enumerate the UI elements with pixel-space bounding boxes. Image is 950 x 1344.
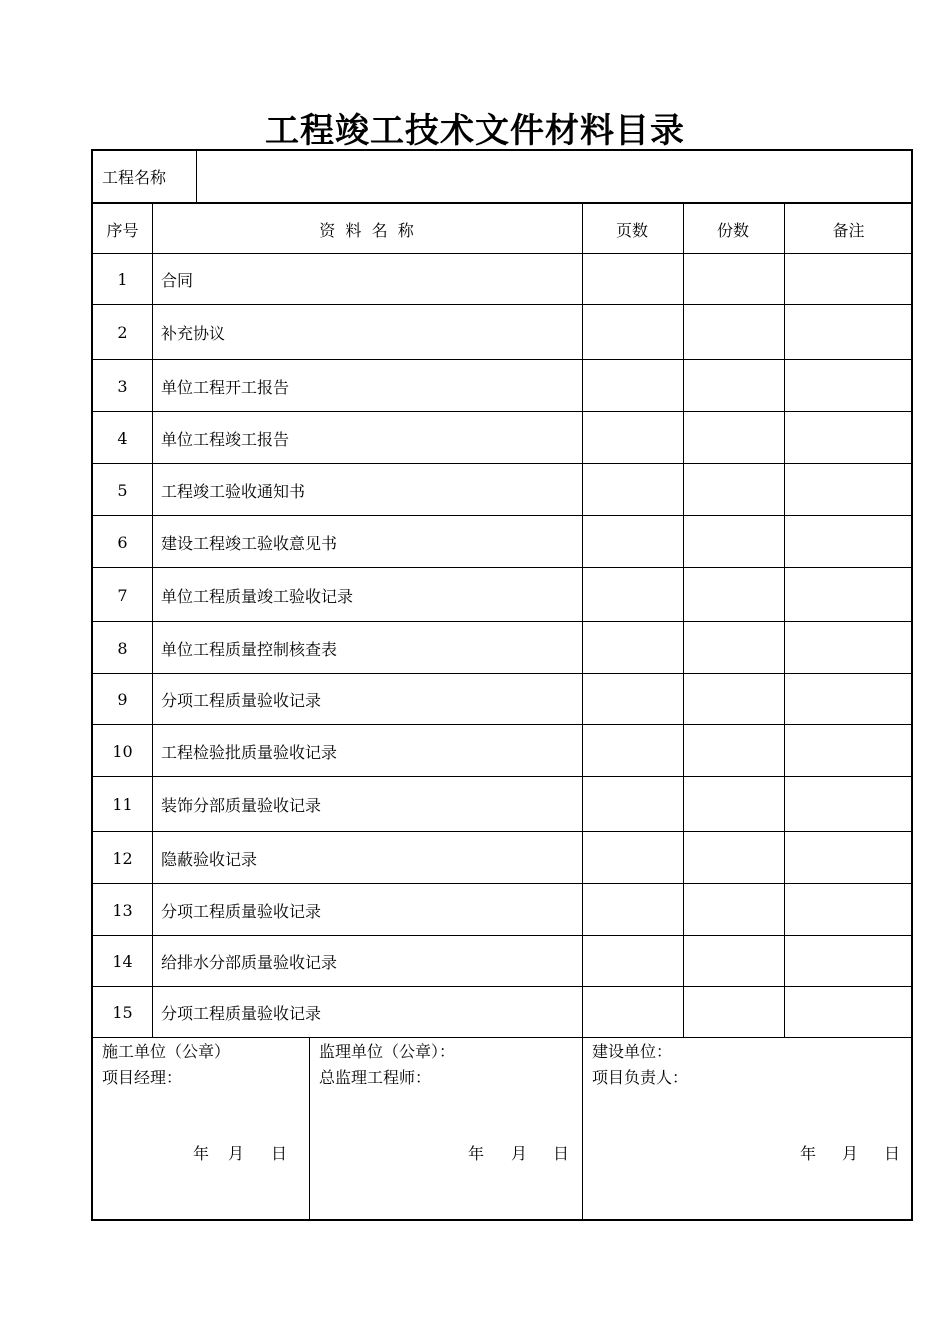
row-copies[interactable] (684, 777, 784, 832)
row-copies[interactable] (684, 412, 784, 464)
row-remarks[interactable] (785, 412, 913, 464)
row-seq: 3 (117, 376, 128, 396)
row-pages[interactable] (583, 360, 683, 412)
signature-person-label: 总监理工程师： (319, 1068, 432, 1087)
row-pages[interactable] (583, 412, 683, 464)
row-remarks[interactable] (785, 725, 913, 777)
row-seq: 13 (112, 900, 133, 920)
row-remarks[interactable] (785, 568, 913, 622)
row-name: 给排水分部质量验收记录 (161, 953, 338, 972)
row-pages[interactable] (583, 725, 683, 777)
catalog-table (91, 149, 913, 1221)
date-year: 年 (468, 1144, 485, 1163)
signature-person-label: 项目经理： (102, 1068, 183, 1087)
signature-unit-label: 建设单位： (592, 1042, 673, 1061)
row-copies[interactable] (684, 360, 784, 412)
date-month: 月 (842, 1144, 859, 1163)
row-copies[interactable] (684, 832, 784, 884)
row-name: 单位工程质量控制核查表 (161, 639, 338, 659)
row-seq: 12 (112, 848, 133, 868)
row-seq: 5 (117, 480, 128, 500)
row-seq: 9 (117, 690, 128, 709)
row-name: 单位工程竣工报告 (161, 429, 290, 449)
row-pages[interactable] (583, 464, 683, 516)
date-month: 月 (228, 1144, 245, 1163)
row-seq: 6 (117, 532, 128, 552)
signature-unit-label: 施工单位（公章） (102, 1042, 231, 1061)
header-name: 资 料 名 称 (319, 220, 414, 240)
row-copies[interactable] (684, 674, 784, 725)
row-copies[interactable] (684, 254, 784, 305)
row-remarks[interactable] (785, 360, 913, 412)
row-remarks[interactable] (785, 516, 913, 568)
row-pages[interactable] (583, 254, 683, 305)
date-month: 月 (511, 1144, 528, 1163)
row-seq: 15 (112, 1003, 133, 1022)
row-name: 工程竣工验收通知书 (161, 481, 306, 501)
row-name: 分项工程质量验收记录 (161, 1004, 322, 1023)
row-remarks[interactable] (785, 936, 913, 987)
signature-person-label: 项目负责人： (592, 1068, 689, 1087)
row-name: 补充协议 (161, 324, 226, 343)
date-year: 年 (800, 1144, 817, 1163)
date-day: 日 (271, 1144, 288, 1163)
row-copies[interactable] (684, 622, 784, 674)
row-seq: 7 (117, 585, 128, 605)
row-remarks[interactable] (785, 777, 913, 832)
row-pages[interactable] (583, 622, 683, 674)
row-seq: 14 (112, 952, 133, 971)
row-seq: 1 (117, 270, 128, 289)
row-remarks[interactable] (785, 622, 913, 674)
project-name-label: 工程名称 (102, 168, 167, 187)
row-copies[interactable] (684, 464, 784, 516)
row-seq: 8 (117, 638, 128, 658)
row-remarks[interactable] (785, 305, 913, 360)
project-name-value[interactable] (197, 151, 913, 202)
row-name: 工程检验批质量验收记录 (161, 742, 338, 762)
row-name: 合同 (161, 271, 194, 290)
row-copies[interactable] (684, 305, 784, 360)
row-remarks[interactable] (785, 464, 913, 516)
row-pages[interactable] (583, 305, 683, 360)
row-seq: 10 (112, 741, 133, 761)
row-name: 隐蔽验收记录 (161, 849, 258, 869)
row-pages[interactable] (583, 568, 683, 622)
row-remarks[interactable] (785, 987, 913, 1038)
document-title: 工程竣工技术文件材料目录 (265, 111, 685, 151)
header-remarks: 备注 (832, 220, 865, 240)
row-name: 单位工程质量竣工验收记录 (161, 586, 354, 606)
row-copies[interactable] (684, 987, 784, 1038)
row-name: 单位工程开工报告 (161, 377, 290, 397)
row-name: 装饰分部质量验收记录 (161, 796, 322, 815)
row-remarks[interactable] (785, 832, 913, 884)
row-pages[interactable] (583, 936, 683, 987)
date-year: 年 (193, 1144, 210, 1163)
row-pages[interactable] (583, 832, 683, 884)
row-pages[interactable] (583, 987, 683, 1038)
row-remarks[interactable] (785, 254, 913, 305)
row-remarks[interactable] (785, 884, 913, 936)
row-remarks[interactable] (785, 674, 913, 725)
row-pages[interactable] (583, 674, 683, 725)
row-seq: 4 (117, 428, 128, 448)
row-copies[interactable] (684, 725, 784, 777)
row-name: 建设工程竣工验收意见书 (161, 533, 338, 553)
row-copies[interactable] (684, 936, 784, 987)
row-copies[interactable] (684, 884, 784, 936)
row-copies[interactable] (684, 516, 784, 568)
row-seq: 11 (112, 795, 133, 814)
row-pages[interactable] (583, 516, 683, 568)
header-pages: 页数 (615, 220, 648, 240)
header-seq: 序号 (106, 220, 139, 240)
date-day: 日 (553, 1144, 570, 1163)
row-name: 分项工程质量验收记录 (161, 901, 322, 921)
row-seq: 2 (117, 323, 128, 342)
row-name: 分项工程质量验收记录 (161, 691, 322, 710)
row-copies[interactable] (684, 568, 784, 622)
signature-unit-label: 监理单位（公章）： (319, 1042, 456, 1061)
header-copies: 份数 (716, 220, 749, 240)
row-pages[interactable] (583, 777, 683, 832)
row-pages[interactable] (583, 884, 683, 936)
date-day: 日 (884, 1144, 901, 1163)
